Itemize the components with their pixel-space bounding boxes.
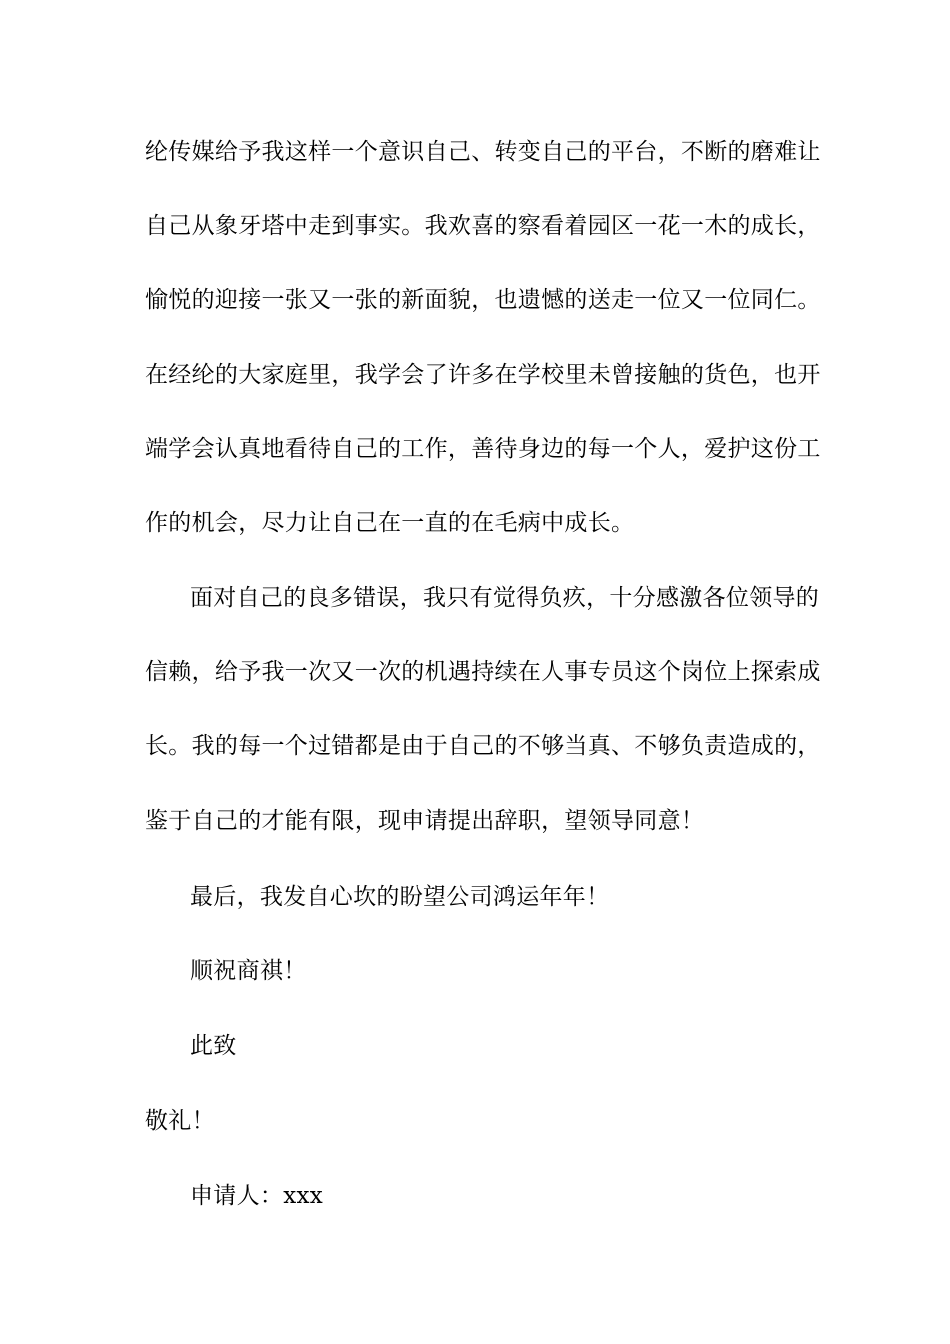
paragraph-1-line-3: 愉悦的迎接一张又一张的新面貌，也遗憾的送走一位又一位同仁。 bbox=[145, 287, 821, 313]
closing-wish: 最后，我发自心坎的盼望公司鸿运年年！ bbox=[190, 884, 610, 910]
blessing: 顺祝商祺！ bbox=[190, 958, 307, 984]
paragraph-2-line-1: 面对自己的良多错误，我只有觉得负疚，十分感激各位领导的 bbox=[190, 585, 820, 611]
paragraph-1-line-1: 纶传媒给予我这样一个意识自己、转变自己的平台，不断的磨难让 bbox=[145, 139, 821, 165]
salutation-start: 此致 bbox=[190, 1033, 237, 1059]
applicant-signature: 申请人：xxx bbox=[190, 1183, 324, 1209]
paragraph-1-line-2: 自己从象牙塔中走到事实。我欢喜的察看着园区一花一木的成长， bbox=[145, 213, 821, 239]
paragraph-2-line-4: 鉴于自己的才能有限，现申请提出辞职，望领导同意！ bbox=[145, 808, 705, 834]
paragraph-2-line-2: 信赖，给予我一次又一次的机遇持续在人事专员这个岗位上探索成 bbox=[145, 659, 821, 685]
paragraph-1-line-4: 在经纶的大家庭里，我学会了许多在学校里未曾接触的货色，也开 bbox=[145, 362, 821, 388]
salutation-end: 敬礼！ bbox=[145, 1108, 215, 1134]
paragraph-2-line-3: 长。我的每一个过错都是由于自己的不够当真、不够负责造成的， bbox=[145, 733, 821, 759]
paragraph-1-line-5: 端学会认真地看待自己的工作，善待身边的每一个人，爱护这份工 bbox=[145, 436, 821, 462]
paragraph-1-line-6: 作的机会，尽力让自己在一直的在毛病中成长。 bbox=[145, 510, 635, 536]
